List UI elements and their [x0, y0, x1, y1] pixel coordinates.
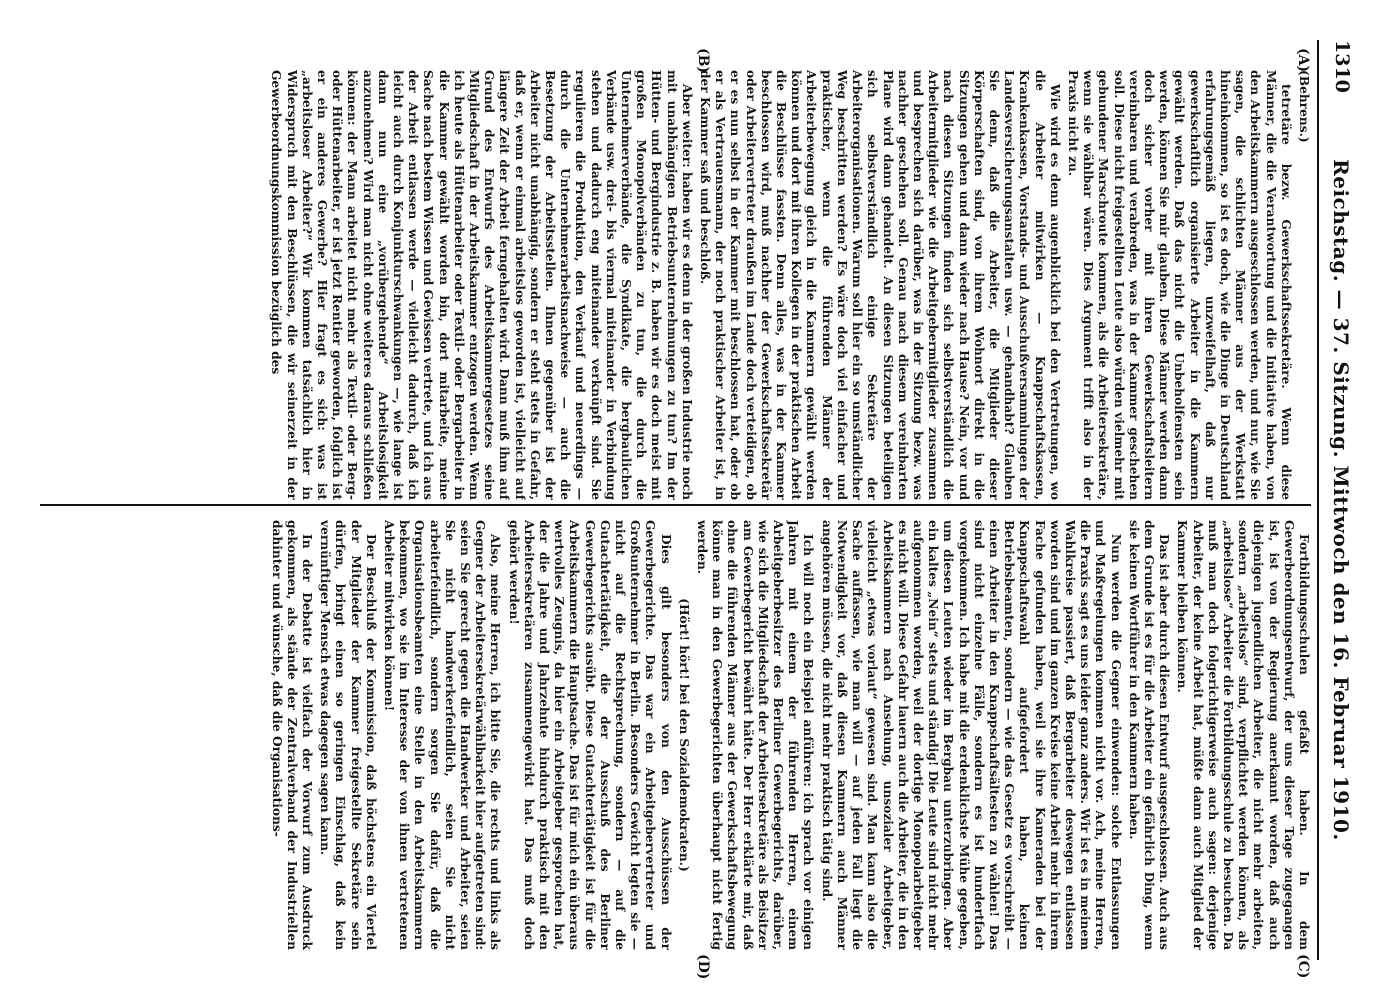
interjection: (Hört! hört! bei den Sozialdemokraten.) — [676, 598, 691, 872]
right-column — [40, 520, 1311, 950]
paragraph: Also, meine Herren, ich bitte Sie, die rechts und links als Gegner der Arbeitersekretärwählbarkeit hier aufgetreten sind: seien Sie gerecht gegen die Handwerker und Arbeiter, seien Sie nicht handwerkerfeindlich, seien Sie nicht arbeiterfeindlich, sondern sorgen Sie dafür, daß die Organisationsbeamten eine Stelle in den Arbeitskammern bekommen, wo sie im Interesse der von ihnen vertretenen Arbeiter mitwirken können! — [382, 520, 503, 950]
column-divider — [40, 504, 1311, 506]
paragraph: Fortbildungsschulen gefaßt haben. In dem Gewerbeordnungsentwurf, der uns dieser Tage zugegangen ist, ist von der Regierung anerkannt worden, daß auch diejenigen jugendlichen Arbeiter, die nicht mehr arbeiten, sondern „arbeitslos“ sind, verpflichtet werden können, als „arbeitslose“ Arbeiter die Fortbildungsschule zu besuchen. Da muß man doch folgerichtigerweise auch sagen: derjenige Arbeiter, der keine Arbeit hat, müßte dann auch Mitglied der Kammer bleiben können. — [1175, 520, 1311, 950]
paragraph: Das ist aber durch diesen Entwurf ausgeschlossen. Auch aus dem Grunde ist es für die Arbeiter ein gefährlich Ding, wenn sie keinen Wortführer in den Kammern haben. — [1126, 520, 1172, 950]
margin-marker-c: (C) — [1295, 954, 1311, 979]
text-columns — [40, 40, 1311, 980]
page-header — [1323, 40, 1359, 960]
page-number: 1310 — [1331, 40, 1353, 93]
page-title: Reichstag. — 37. Sitzung. Mittwoch den 16. Februar 1910. — [1329, 159, 1353, 841]
left-column — [40, 70, 1311, 500]
paragraph: tetretäre bezw. Gewerkschaftssekretäre. Wenn diese Männer, die die Verantwortung und die Initiative haben, von den Arbeitskammern ausgeschlossen werden, und nur, wie Sie sagen, die schlichten Männer aus der Werkstatt hineinkommen, so ist es doch, wie die Dinge in Deutschland erfahrungsgemäß liegen, unzweifelhaft, daß nur gewerkschaftlich organisierte Arbeiter in die Kammern gewählt werden. Daß das nicht die Unbeholfensten sein werden, können Sie mir glauben. Diese Männer werden dann doch sicher vorher mit ihren Gewerkschaftsleitern vereinbaren und verabreden, was in der Kammer geschehen soll. Diese nicht freigestellten Leute also würden vielmehr mit gebundener Marschroute kommen, als die Arbeitersekretäre, wenn sie wählbar wären. Dies Argument trifft also in der Praxis nicht zu. — [1065, 70, 1293, 500]
paragraph: Nun werden die Gegner einwenden: solche Entlassungen und Maßregelungen kommen nicht vor. Ach, meine Herren, die Praxis sagt es uns leider ganz anders. Wir ist es in meinem Wahlkreise passiert, daß Bergarbeiter deswegen entlassen worden sind und im ganzen Kreise keine Arbeit mehr in ihrem Fache gefunden haben, weil sie ihre Kameraden bei der Knappschaftswahl aufgefordert haben, keinen Betriebsbeamten, sondern — wie das Gesetz es vorschreibt — einen Arbeiter in den Knappschaftsältesten zu wählen! Das sind nicht einzelne Fälle, sondern es ist hundertfach vorgekommen. Ich habe mit die erdenklichste Mühe gegeben, um diesen Leuten wieder im Bergbau unterzubringen. Aber ein kaltes „Nein“ stets und ständig! Die Leute sind nicht mehr aufgenommen worden, weil der dortige Monopolarbeitgeber es nicht will. Diese Gefahr lauern auch die Arbeiter, die in den Arbeitskammern nach Ansehung, unsozialer Arbeitgeber, vielleicht „etwas vorlaut“ gewesen sind. Man kann also die Sache auffassen, wie man will — auf jeden Fall liegt die Notwendigkeit vor, daß diesen Kammern auch Männer angehören müssen, die nicht mehr praktisch tätig sind. — [819, 520, 1123, 950]
paragraph: Aber weiter: haben wir es denn in der großen Industrie noch mit unabhängigen Betriebsunternehmungen zu tun? Im der Hütten- und Bergindustrie z. B. haben wir es doch meist mit großen Monopolverbänden zu tun, die durch die Unternehmerverbände, die Syndikate, die bergbaulichen Verbände usw. drei- bis viermal miteinander in Verbindung stehen und dadurch eng miteinander verknüpft sind. Sie regulieren die Produktion, den Verkauf und neuerdings — durch die Unternehmerarbeitsnachweise — auch die Besetzung der Arbeitsstellen. Ihnen gegenüber ist der Arbeiter nicht unabhängig, sondern er steht stets in Gefahr, daß er, wenn er einmal arbeitslos geworden ist, vielleicht auf längere Zeit der Arbeit ferngehalten wird. Dann muß ihm auf Grund des Entwurfs des Arbeitskammergesetzes seine Mitgliedschaft in der Arbeitskammer entzogen werden. Wenn ich heute als Hüttenarbeiter oder Textil- oder Bergarbeiter in die Kammer gewählt worden bin, dort mitarbeite, meine Sache nach bestem Wissen und Gewissen vertrete, und ich aus der Arbeit entlassen werde — vielleicht dadurch, daß ich leicht auch durch Konjunkturschwankungen —, wie lange ist dann nun eine „vorübergehende“ Arbeitslosigkeit anzunehmen? Wird man nicht ohne weiteres daraus schließen können: der Mann arbeitet nicht mehr als Textil- oder Berg- oder Hüttenarbeiter, er ist jetzt Rentier geworden, folglich ist er ein anderes Gewerbe? Hier fragt es sich: was ist „arbeitsloser Arbeiter?“ Wir kommen tatsächlich hier in Widerspruch mit den Beschlüssen, die wir seinerzeit in der Gewerbeordnungskommission bezüglich des — [269, 70, 694, 500]
paragraph: Ich will noch ein Beispiel anführen: ich sprach vor einigen Jahren mit einem der führenden Herren, einem Arbeitgeberbesitzer des Berliner Gewerbegerichts, darüber, wie sich die Mitgliedschaft der Arbeitersekretäre als Beisitzer am Gewerbegericht bewährt hätte. Der Herr erklärte mir, daß ohne die führenden Männer aus der Gewerkschaftsbewegung könne man in den Gewerbegerichten überhaupt nicht fertig werden. — [695, 520, 816, 950]
paragraph: Wie wird es denn augenblicklich bei den Vertretungen, wo die Arbeiter mitwirken — Knappschaftskassen, Krankenkassen, Vorstands- und Ausschußversammlungen der Landesversicherungsanstalten usw. — gehandhabt? Glauben Sie denn, daß die Arbeiter, die Mitglieder dieser Körperschaften sind, von ihrem Wohnort direkt in die Sitzungen gehen und dann wieder nach Hause? Nein, vor und nach diesen Sitzungen finden sich selbstverständlich die Arbeitermitglieder wie die Arbeitgebermitglieder zusammen und besprechen sich darüber, was in der Sitzung bezw. was nachher geschehen soll. Genau nach diesem vereinbarten Plane wird dann gehandelt. An diesen Sitzungen beteiligen sich selbstverständlich einige Sekretäre der Arbeiterorganisationen. Warum soll hier ein so umständlicher Weg beschritten werden? Es wäre doch viel einfacher und praktischer, wenn die führenden Männer der Arbeiterbewegung gleich in die Kammern gewählt werden können und dort mit ihren Kollegen in der praktischen Arbeit die Beschlüsse fassten. Denn alles, was in der Kammer beschlossen wird, muß nachher der Gewerkschaftssekretär oder Arbeitervertreter draußen im Lande doch verteidigen, ob er es nun selbst in der Kammer mit beschlossen hat, oder ob er als Vertrauensmann, der noch praktischer Arbeiter ist, in der Kammer saß und beschloß. — [698, 70, 1062, 500]
paragraph: Dies gilt besonders von den Ausschüssen der Gewerbegerichte. Das war ein Arbeitgebervertreter und Großunternehmer in Berlin. Besonders Gewicht legten sie — nicht auf die Rechtsprechung, sondern — auf die Gutachtertätigkeit, die der Ausschuß des Berliner Gewerbegerichts ausübt. Diese Gutachtertätigkeit ist für die Arbeitskammern die Hauptsache. Das ist für mich ein überaus wertvolles Zeugnis, da hier ein Arbeitgeber gesprochen hat, der die Jahre und Jahrzehnte hindurch praktisch mit den Arbeitersekretären zusammengewirkt hat. Das muß doch gehört werden! — [506, 520, 673, 950]
paragraph: In der Debatte ist vielfach der Vorwurf zum Ausdruck gekommen, als stände der Zentralverband der Industriellen dahinter und wünsche, daß die Organisations- — [269, 520, 314, 950]
header-rule — [1317, 40, 1319, 960]
margin-marker-b: (B) — [695, 48, 711, 74]
margin-marker-d: (D) — [695, 954, 711, 980]
speaker-label: (Behrens.) — [1297, 70, 1311, 143]
paragraph: Der Beschluß der Kommission, daß höchstens ein Viertel der Mitglieder der Kammer freigestellte Sekretäre sein dürfen, bringt einen so geringen Einschlag, daß kein vernünftiger Mensch etwas dagegen sagen kann. — [318, 520, 378, 950]
margin-marker-a: (A) — [1295, 48, 1311, 73]
